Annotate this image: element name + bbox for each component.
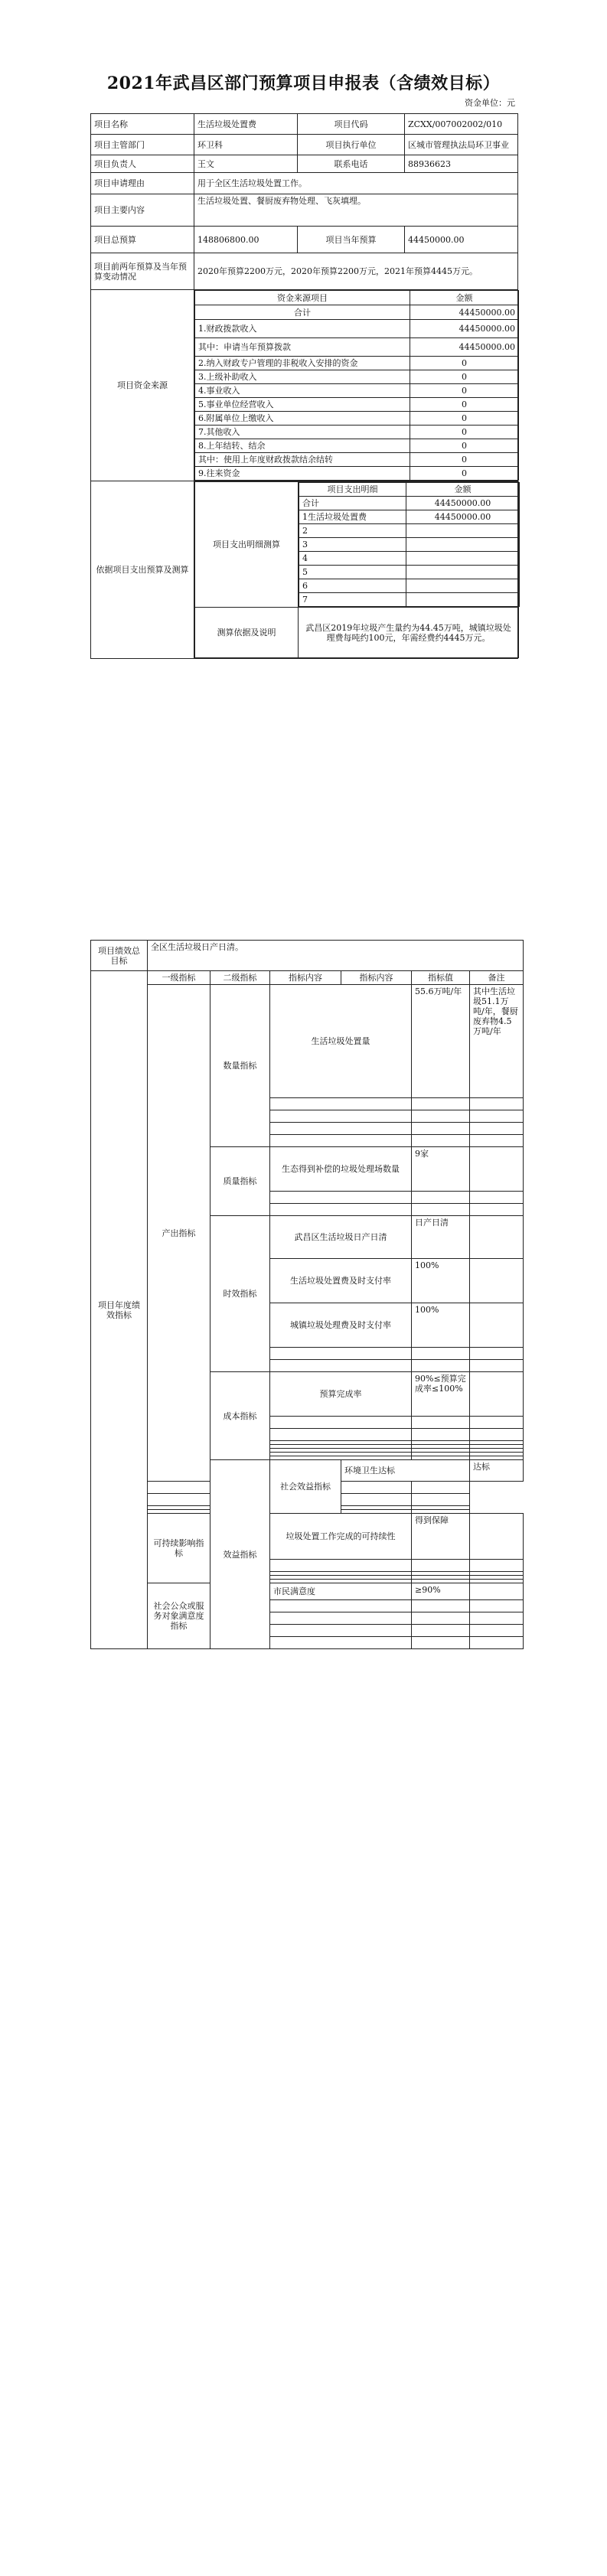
sustain-content: 垃圾处置工作完成的可持续性 xyxy=(270,1514,412,1560)
funding-row xyxy=(195,426,519,439)
cost-value: 90%≤预算完成率≤100% xyxy=(412,1372,470,1417)
funding-amount: 0 xyxy=(410,384,519,398)
expense-row xyxy=(299,566,520,579)
satisfaction-indicator: 社会公众或服务对象满意度指标 xyxy=(148,1583,210,1649)
expense-item: 7 xyxy=(299,593,406,607)
funding-row xyxy=(195,398,519,412)
phone-label: 联系电话 xyxy=(298,155,405,173)
project-code-label: 项目代码 xyxy=(298,114,405,135)
header-content-2: 指标内容 xyxy=(341,971,412,985)
expense-item: 6 xyxy=(299,579,406,593)
funding-item: 3.上级补助收入 xyxy=(195,370,410,384)
expense-amount xyxy=(406,566,520,579)
basis-text: 武昌区2019年垃圾产生量约为44.45万吨，城镇垃圾处理费每吨约100元，年需经费约4445万元。 xyxy=(299,608,519,658)
funding-amount: 44450000.00 xyxy=(410,338,519,357)
page-title: 2021年武昌区部门预算项目申报表（含绩效目标） xyxy=(106,73,501,93)
dept-label: 项目主管部门 xyxy=(91,135,194,155)
dept: 环卫科 xyxy=(194,135,298,155)
content-label: 项目主要内容 xyxy=(91,194,194,227)
leader-label: 项目负责人 xyxy=(91,155,194,173)
header-note: 备注 xyxy=(470,971,524,985)
header-lvl1: 一级指标 xyxy=(148,971,210,985)
cost-indicator: 成本指标 xyxy=(210,1372,270,1460)
expense-table xyxy=(194,481,519,658)
funding-amount: 0 xyxy=(410,398,519,412)
overall-goal-label: 项目绩效总目标 xyxy=(91,941,148,971)
funding-item: 其中：申请当年预算拨款 xyxy=(195,338,410,357)
quality-content: 生态得到补偿的垃圾处理场数量 xyxy=(270,1147,412,1192)
sustain-indicator: 可持续影响指标 xyxy=(148,1514,210,1583)
quantity-indicator: 数量指标 xyxy=(210,985,270,1147)
header-content-1: 指标内容 xyxy=(270,971,341,985)
total-label: 项目总预算 xyxy=(91,227,194,253)
funding-item: 2.纳入财政专户管理的非税收入安排的资金 xyxy=(195,357,410,370)
quality-value: 9家 xyxy=(412,1147,470,1192)
funding-item: 8.上年结转、结余 xyxy=(195,439,410,453)
exec-unit-label: 项目执行单位 xyxy=(298,135,405,155)
time-value-1: 日产日清 xyxy=(412,1216,470,1259)
performance-table xyxy=(90,940,524,1649)
expense-amount xyxy=(406,524,520,538)
annual-indicators-label: 项目年度绩效指标 xyxy=(91,971,148,1649)
expense-row xyxy=(299,510,520,524)
funding-table xyxy=(194,290,519,481)
funding-amount: 0 xyxy=(410,357,519,370)
expense-amount xyxy=(406,552,520,566)
funding-row xyxy=(195,412,519,426)
expense-item: 合计 xyxy=(299,497,406,510)
project-code: ZCXX/007002002/010 xyxy=(405,114,518,135)
funding-amount: 0 xyxy=(410,467,519,481)
time-value-3: 100% xyxy=(412,1303,470,1348)
time-content-1: 武昌区生活垃圾日产日清 xyxy=(270,1216,412,1259)
quantity-value: 55.6万吨/年 xyxy=(412,985,470,1098)
social-content: 环境卫生达标 xyxy=(341,1460,470,1482)
header-value: 指标值 xyxy=(412,971,470,985)
satisfaction-content: 市民满意度 xyxy=(270,1583,412,1600)
quality-indicator: 质量指标 xyxy=(210,1147,270,1216)
funding-header-item: 资金来源项目 xyxy=(195,291,410,305)
basis-label: 测算依据及说明 xyxy=(195,608,299,658)
funding-row xyxy=(195,453,519,467)
time-indicator: 时效指标 xyxy=(210,1216,270,1372)
expense-amount: 44450000.00 xyxy=(406,497,520,510)
funding-item: 1.财政拨款收入 xyxy=(195,320,410,338)
funding-item: 7.其他收入 xyxy=(195,426,410,439)
phone: 88936623 xyxy=(405,155,518,173)
expense-amount xyxy=(406,593,520,607)
history: 2020年预算2200万元，2020年预算2200万元，2021年预算4445万元。 xyxy=(194,253,518,290)
time-content-3: 城镇垃圾处理费及时支付率 xyxy=(270,1303,412,1348)
expense-row xyxy=(299,524,520,538)
project-name: 生活垃圾处置费 xyxy=(194,114,298,135)
leader: 王文 xyxy=(194,155,298,173)
reason-label: 项目申请理由 xyxy=(91,173,194,194)
satisfaction-value: ≥90% xyxy=(412,1583,470,1600)
expense-amount: 44450000.00 xyxy=(406,510,520,524)
funding-row xyxy=(195,357,519,370)
funding-amount: 0 xyxy=(410,426,519,439)
content: 生活垃圾处置、餐厨废弃物处理、飞灰填埋。 xyxy=(194,194,518,227)
funding-row xyxy=(195,467,519,481)
expense-item: 2 xyxy=(299,524,406,538)
application-table xyxy=(90,113,518,659)
funding-amount: 44450000.00 xyxy=(410,320,519,338)
benefit-indicators: 效益指标 xyxy=(210,1460,270,1649)
funding-amount: 0 xyxy=(410,370,519,384)
social-indicator: 社会效益指标 xyxy=(270,1460,341,1514)
quantity-note: 其中生活垃圾51.1万吨/年，餐厨废弃物4.5万吨/年 xyxy=(470,985,524,1098)
header-lvl2: 二级指标 xyxy=(210,971,270,985)
expense-item: 3 xyxy=(299,538,406,552)
funding-row xyxy=(195,439,519,453)
time-content-2: 生活垃圾处置费及时支付率 xyxy=(270,1259,412,1303)
expense-row xyxy=(299,593,520,607)
expense-item: 1生活垃圾处置费 xyxy=(299,510,406,524)
social-value: 达标 xyxy=(470,1460,524,1482)
expense-amount xyxy=(406,579,520,593)
exec-unit: 区城市管理执法局环卫事业 xyxy=(405,135,518,155)
year-budget-label: 项目当年预算 xyxy=(298,227,405,253)
funding-header-amount: 金额 xyxy=(410,291,519,305)
quantity-content: 生活垃圾处置量 xyxy=(270,985,412,1098)
funding-row xyxy=(195,305,519,320)
funding-amount: 0 xyxy=(410,412,519,426)
expense-row xyxy=(299,552,520,566)
expense-row xyxy=(299,538,520,552)
funding-item: 合计 xyxy=(195,305,410,320)
expense-row xyxy=(299,579,520,593)
funding-row xyxy=(195,370,519,384)
expense-row xyxy=(299,497,520,510)
project-name-label: 项目名称 xyxy=(91,114,194,135)
funding-row xyxy=(195,384,519,398)
funding-row xyxy=(195,320,519,338)
sustain-value: 得到保障 xyxy=(412,1514,470,1560)
funding-item: 4.事业收入 xyxy=(195,384,410,398)
expense-item: 4 xyxy=(299,552,406,566)
history-label: 项目前两年预算及当年预算变动情况 xyxy=(91,253,194,290)
funding-amount: 0 xyxy=(410,439,519,453)
funding-item: 其中：使用上年度财政拨款结余结转 xyxy=(195,453,410,467)
cost-content: 预算完成率 xyxy=(270,1372,412,1417)
expense-detail-label: 项目支出明细测算 xyxy=(195,482,299,608)
reason: 用于全区生活垃圾处置工作。 xyxy=(194,173,518,194)
time-value-2: 100% xyxy=(412,1259,470,1303)
overall-goal: 全区生活垃圾日产日清。 xyxy=(148,941,524,971)
expense-label: 依据项目支出预算及测算 xyxy=(91,481,194,659)
output-indicators: 产出指标 xyxy=(148,985,210,1482)
expense-detail-table xyxy=(299,482,520,607)
expense-header-amount: 金额 xyxy=(406,483,520,497)
funding-item: 9.往来资金 xyxy=(195,467,410,481)
expense-item: 5 xyxy=(299,566,406,579)
funding-item: 6.附属单位上缴收入 xyxy=(195,412,410,426)
year-budget: 44450000.00 xyxy=(405,227,518,253)
currency-unit: 资金单位：元 xyxy=(465,98,515,108)
funding-item: 5.事业单位经营收入 xyxy=(195,398,410,412)
funding-row xyxy=(195,338,519,357)
expense-amount xyxy=(406,538,520,552)
funding-label: 项目资金来源 xyxy=(91,290,194,481)
expense-header-item: 项目支出明细 xyxy=(299,483,406,497)
total: 148806800.00 xyxy=(194,227,298,253)
funding-amount: 44450000.00 xyxy=(410,305,519,320)
funding-amount: 0 xyxy=(410,453,519,467)
